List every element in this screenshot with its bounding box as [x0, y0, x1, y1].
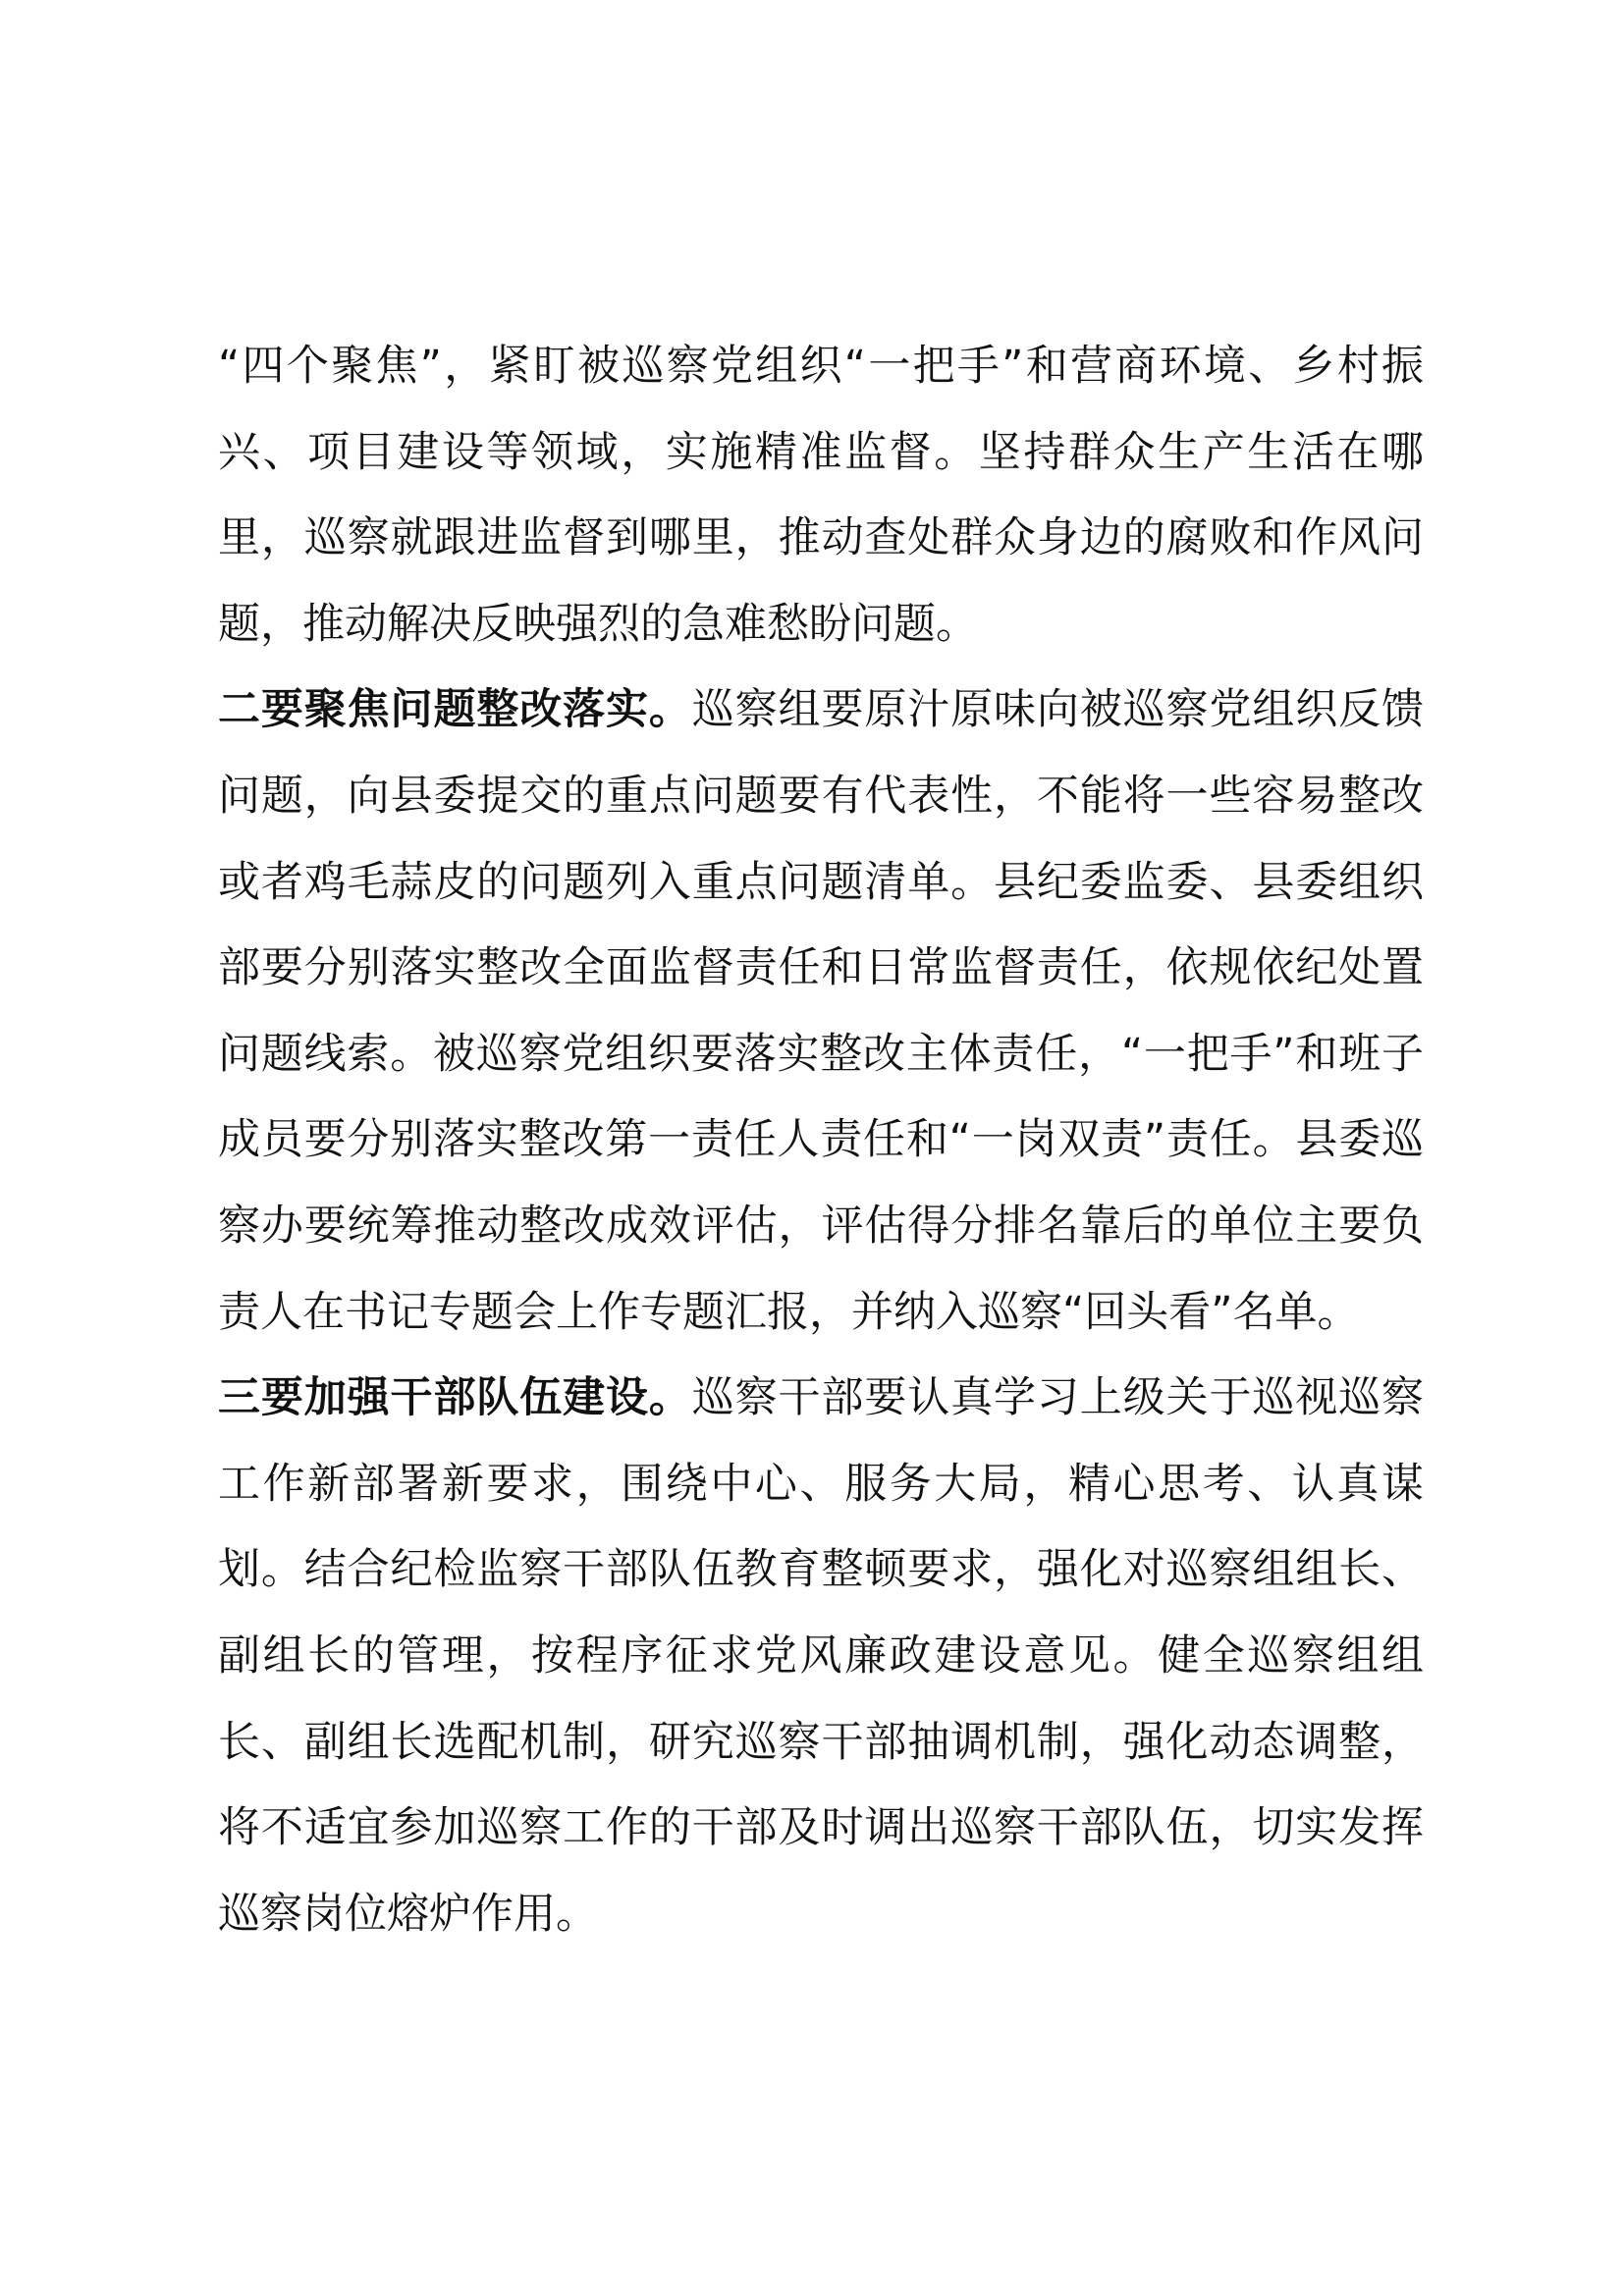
paragraph-heading: 三要加强干部队伍建设。 [218, 1373, 692, 1423]
paragraph-heading: 二要聚焦问题整改落实。 [218, 685, 692, 735]
paragraph-text: “四个聚焦”，紧盯被巡察党组织“一把手”和营商环境、乡村振兴、项目建设等领域，实施精准监督。坚持群众生产生活在哪里，巡察就跟进监督到哪里，推动查处群众身边的腐败和作风问题，推动解决反映强烈的急难愁盼问题。 [218, 342, 1424, 649]
paragraph-continuation [218, 324, 1424, 667]
paragraph-text: 巡察组要原汁原味向被巡察党组织反馈问题，向县委提交的重点问题要有代表性，不能将一些容易整改或者鸡毛蒜皮的问题列入重点问题清单。县纪委监委、县委组织部要分别落实整改全面监督责任和日常监督责任，依规依纪处置问题线索。被巡察党组织要落实整改主体责任，“一把手”和班子成员要分别落实整改第一责任人责任和“一岗双责”责任。县委巡察办要统筹推动整改成效评估，评估得分排名靠后的单位主要负责人在书记专题会上作专题汇报，并纳入巡察“回头看”名单。 [218, 685, 1425, 1337]
paragraph-text: 巡察干部要认真学习上级关于巡视巡察工作新部署新要求，围绕中心、服务大局，精心思考、认真谋划。结合纪检监察干部队伍教育整顿要求，强化对巡察组组长、副组长的管理，按程序征求党风廉政建设意见。健全巡察组组长、副组长选配机制，研究巡察干部抽调机制，强化动态调整，将不适宜参加巡察工作的干部及时调出巡察干部队伍，切实发挥巡察岗位熔炉作用。 [218, 1373, 1425, 1939]
paragraph-team-building [218, 1356, 1424, 1957]
paragraph-rectification [218, 667, 1424, 1356]
document-body [218, 324, 1424, 1957]
